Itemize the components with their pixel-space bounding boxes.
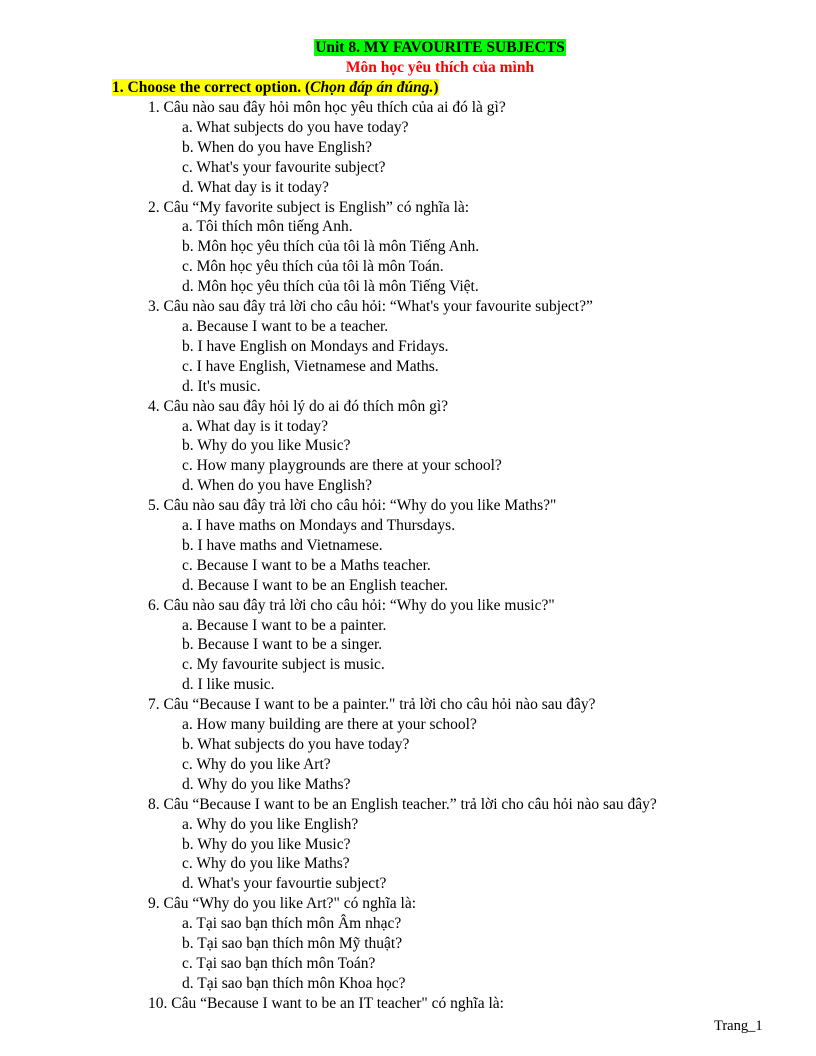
- answer-option: b. When do you have English?: [182, 138, 372, 156]
- question-text: 7. Câu “Because I want to be a painter." trả lời cho câu hỏi nào sau đây?: [148, 696, 596, 714]
- answer-option: d. What's your favourtie subject?: [182, 875, 387, 893]
- answer-option: a. What day is it today?: [182, 417, 329, 435]
- answer-option: c. I have English, Vietnamese and Maths.: [182, 357, 439, 375]
- section-heading-highlight: [112, 79, 439, 96]
- question-text: 1. Câu nào sau đây hỏi môn học yêu thích của ai đó là gì?: [148, 99, 506, 116]
- answer-option: d. Why do you like Maths?: [182, 775, 351, 793]
- answer-option: b. Why do you like Music?: [182, 437, 351, 455]
- answer-option: d. Môn học yêu thích của tôi là môn Tiếng Việt.: [182, 278, 479, 296]
- answer-option: a. How many building are there at your school?: [182, 716, 477, 734]
- answer-option: a. Because I want to be a painter.: [182, 616, 387, 634]
- answer-option: c. Tại sao bạn thích môn Toán?: [182, 954, 376, 972]
- section-heading: [112, 78, 439, 98]
- answer-option: a. What subjects do you have today?: [182, 118, 409, 136]
- section-heading-suffix: ): [433, 79, 439, 96]
- answer-option: a. Why do you like English?: [182, 815, 359, 833]
- question-text: 8. Câu “Because I want to be an English teacher.” trả lời cho câu hỏi nào sau đây?: [148, 795, 657, 813]
- unit-title: [0, 38, 816, 58]
- answer-option: d. What day is it today?: [182, 178, 329, 196]
- answer-option: d. Tại sao bạn thích môn Khoa học?: [182, 974, 406, 992]
- answer-option: c. My favourite subject is music.: [182, 656, 385, 674]
- answer-option: b. What subjects do you have today?: [182, 736, 410, 753]
- question-text: 2. Câu “My favorite subject is English” có nghĩa là:: [148, 198, 470, 216]
- question-list: [148, 98, 657, 1014]
- answer-option: c. Môn học yêu thích của tôi là môn Toán.: [182, 258, 444, 276]
- answer-option: c. Why do you like Art?: [182, 755, 331, 773]
- section-heading-italic: Chọn đáp án đúng.: [310, 79, 434, 96]
- section-heading-prefix: 1. Choose the correct option. (: [112, 79, 311, 96]
- answer-option: a. Tại sao bạn thích môn Âm nhạc?: [182, 915, 402, 933]
- answer-option: b. Tại sao bạn thích môn Mỹ thuật?: [182, 935, 403, 953]
- answer-option: b. I have English on Mondays and Fridays.: [182, 337, 449, 355]
- answer-option: d. I like music.: [182, 676, 275, 694]
- unit-subtitle-text: Môn học yêu thích của mình: [345, 59, 535, 76]
- answer-option: b. Môn học yêu thích của tôi là môn Tiếng Anh.: [182, 238, 480, 256]
- answer-option: c. What's your favourite subject?: [182, 158, 386, 176]
- question-text: 10. Câu “Because I want to be an IT teacher" có nghĩa là:: [148, 994, 504, 1012]
- question-text: 6. Câu nào sau đây trả lời cho câu hỏi: “Why do you like music?": [148, 596, 555, 614]
- answer-option: a. I have maths on Mondays and Thursdays.: [182, 517, 456, 535]
- unit-subtitle: [0, 58, 816, 78]
- unit-title-text: Unit 8. MY FAVOURITE SUBJECTS: [315, 39, 565, 56]
- answer-option: c. Because I want to be a Maths teacher.: [182, 556, 431, 574]
- answer-option: c. How many playgrounds are there at your school?: [182, 457, 502, 475]
- answer-option: d. Because I want to be an English teacher.: [182, 576, 448, 594]
- answer-option: d. It's music.: [182, 377, 261, 395]
- answer-option: c. Why do you like Maths?: [182, 855, 350, 873]
- answer-option: d. When do you have English?: [182, 477, 372, 495]
- answer-option: b. Because I want to be a singer.: [182, 636, 383, 654]
- question-text: 3. Câu nào sau đây trả lời cho câu hỏi: “What's your favourite subject?”: [148, 298, 593, 316]
- question-text: 9. Câu “Why do you like Art?" có nghĩa là:: [148, 895, 417, 913]
- page-number: Trang_1: [714, 1018, 763, 1034]
- answer-option: b. Why do you like Music?: [182, 835, 351, 853]
- answer-option: a. Because I want to be a teacher.: [182, 317, 389, 335]
- answer-option: b. I have maths and Vietnamese.: [182, 536, 383, 554]
- question-text: 5. Câu nào sau đây trả lời cho câu hỏi: “Why do you like Maths?": [148, 497, 557, 515]
- answer-option: a. Tôi thích môn tiếng Anh.: [182, 218, 353, 236]
- question-text: 4. Câu nào sau đây hỏi lý do ai đó thích môn gì?: [148, 397, 449, 415]
